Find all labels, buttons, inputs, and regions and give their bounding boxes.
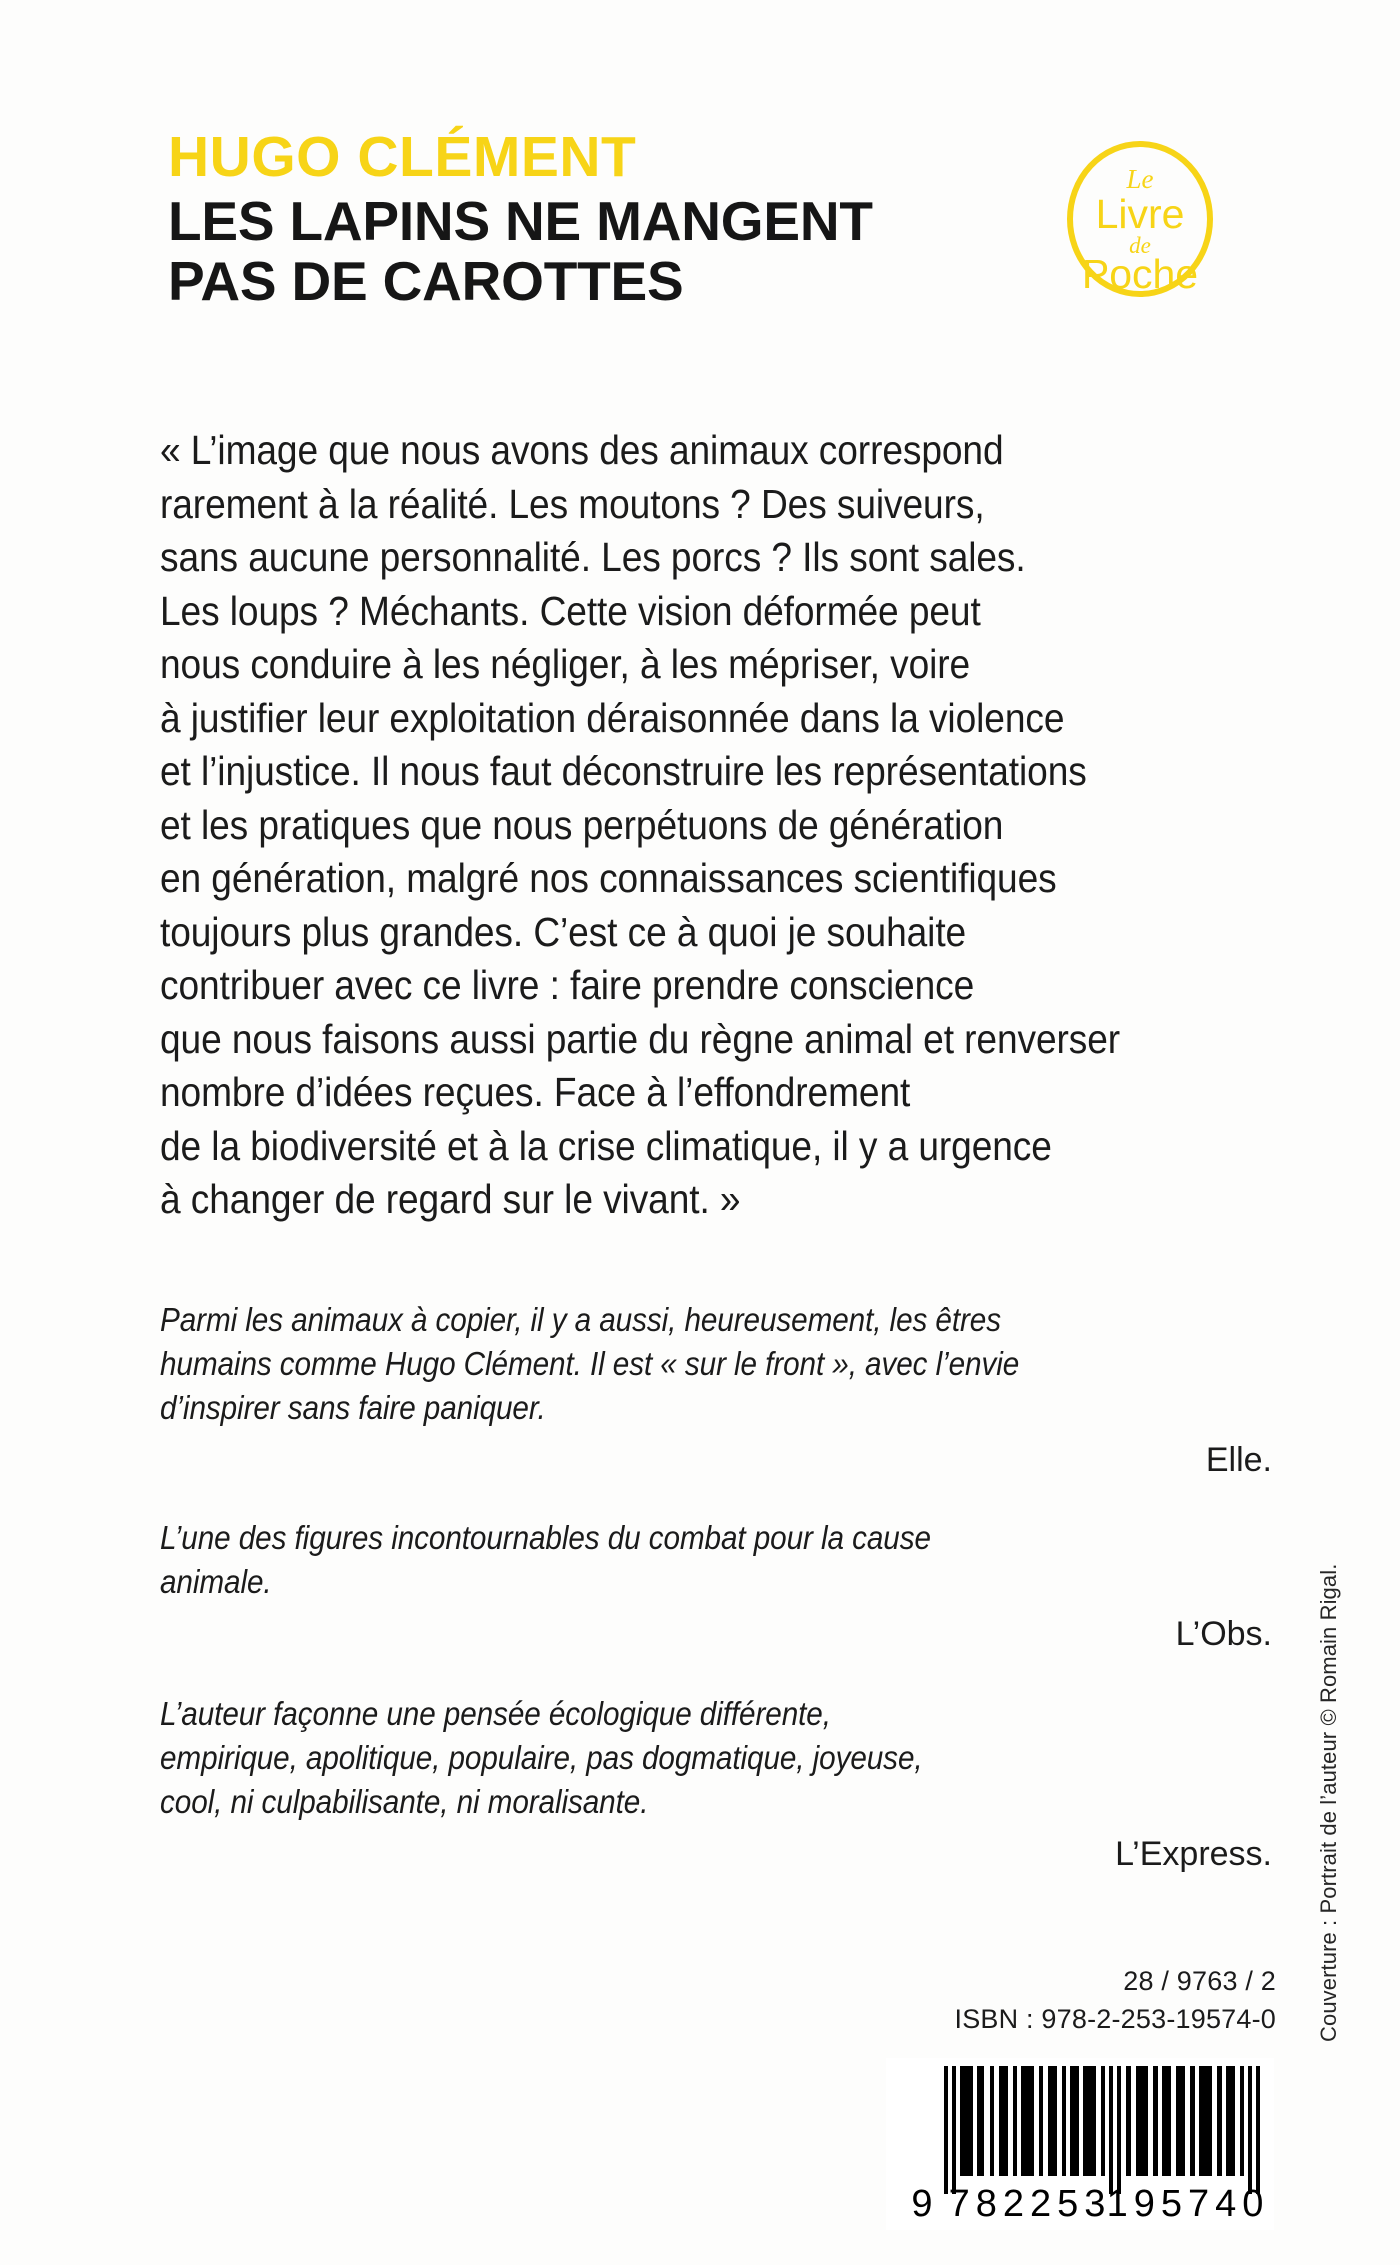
barcode: [886, 2058, 1274, 2230]
title-line-2: PAS DE CAROTTES: [168, 249, 684, 312]
barcode-lead-digit: 9: [911, 2183, 933, 2225]
quote-line: à justifier leur exploitation déraisonnée dans la violence: [160, 694, 1065, 741]
cover-header: [168, 125, 1168, 312]
review-item: [160, 1516, 1280, 1656]
title-line-1: LES LAPINS NE MANGENT: [168, 190, 873, 253]
logo-text-livre: Livre: [1095, 191, 1185, 237]
quote-line: contribuer avec ce livre : faire prendre conscience: [160, 962, 975, 1008]
isbn-code: ISBN : 978-2-253-19574-0: [954, 2004, 1276, 2034]
review-text: [160, 1692, 1168, 1824]
quote-line: à changer de regard sur le vivant. »: [160, 1176, 741, 1222]
review-item: [160, 1692, 1280, 1876]
review-text: [160, 1298, 1168, 1430]
quote-line: nombre d’idées reçues. Face à l’effondrement: [160, 1069, 911, 1115]
review-line: humains comme Hugo Clément. Il est « sur le front », avec l’envie: [160, 1345, 1020, 1382]
review-source: Elle.: [1205, 1441, 1272, 1479]
review-line: cool, ni culpabilisante, ni moralisante.: [160, 1783, 649, 1820]
book-title: [168, 192, 1168, 311]
cover-credit-text: Couverture : Portrait de l’auteur © Romain Rigal.: [1316, 1563, 1341, 2042]
review-line: L’auteur façonne une pensée écologique différente,: [160, 1695, 831, 1732]
quote-line: Les loups ? Méchants. Cette vision déformée peut: [160, 587, 981, 634]
review-source: L’Obs.: [1175, 1615, 1272, 1653]
quote-line: rarement à la réalité. Les moutons ? Des suiveurs,: [160, 480, 985, 527]
logo-text-poche: Poche: [1081, 251, 1199, 297]
code-block: [955, 1962, 1277, 2038]
review-line: Parmi les animaux à copier, il y a aussi, heureusement, les êtres: [160, 1301, 1001, 1338]
quote-line: et les pratiques que nous perpétuons de génération: [160, 801, 1004, 848]
quote-line: « L’image que nous avons des animaux correspond: [160, 427, 1004, 473]
review-line: empirique, apolitique, populaire, pas dogmatique, joyeuse,: [160, 1739, 923, 1776]
quote-line: en génération, malgré nos connaissances scientifiques: [160, 855, 1057, 901]
review-source: L’Express.: [1115, 1835, 1272, 1873]
review-line: animale.: [160, 1563, 272, 1600]
quote-line: sans aucune personnalité. Les porcs ? Ils sont sales.: [160, 534, 1026, 580]
author-name: HUGO CLÉMENT: [168, 125, 637, 189]
reference-code: 28 / 9763 / 2: [1123, 1966, 1276, 1996]
barcode-right-group: 195740: [1106, 2183, 1270, 2225]
quote-line: nous conduire à les négliger, à les mépriser, voire: [160, 641, 971, 687]
logo-text-le: Le: [1126, 164, 1154, 194]
quote-line: toujours plus grandes. C’est ce à quoi je souhaite: [160, 908, 967, 955]
publisher-logo: [1064, 140, 1216, 298]
review-line: d’inspirer sans faire paniquer.: [160, 1389, 546, 1426]
quote-line: que nous faisons aussi partie du règne animal et renverser: [160, 1015, 1121, 1062]
quote-line: et l’injustice. Il nous faut déconstruire les représentations: [160, 748, 1087, 794]
press-reviews: [160, 1298, 1280, 1916]
review-text: [160, 1516, 1168, 1604]
main-quote: [160, 424, 1174, 1227]
review-item: [160, 1298, 1280, 1482]
logo-text-de: de: [1129, 233, 1151, 258]
quote-line: de la biodiversité et à la crise climatique, il y a urgence: [160, 1122, 1052, 1169]
barcode-left-group: 782253: [948, 2183, 1112, 2225]
review-line: L’une des figures incontournables du combat pour la cause: [160, 1519, 931, 1556]
